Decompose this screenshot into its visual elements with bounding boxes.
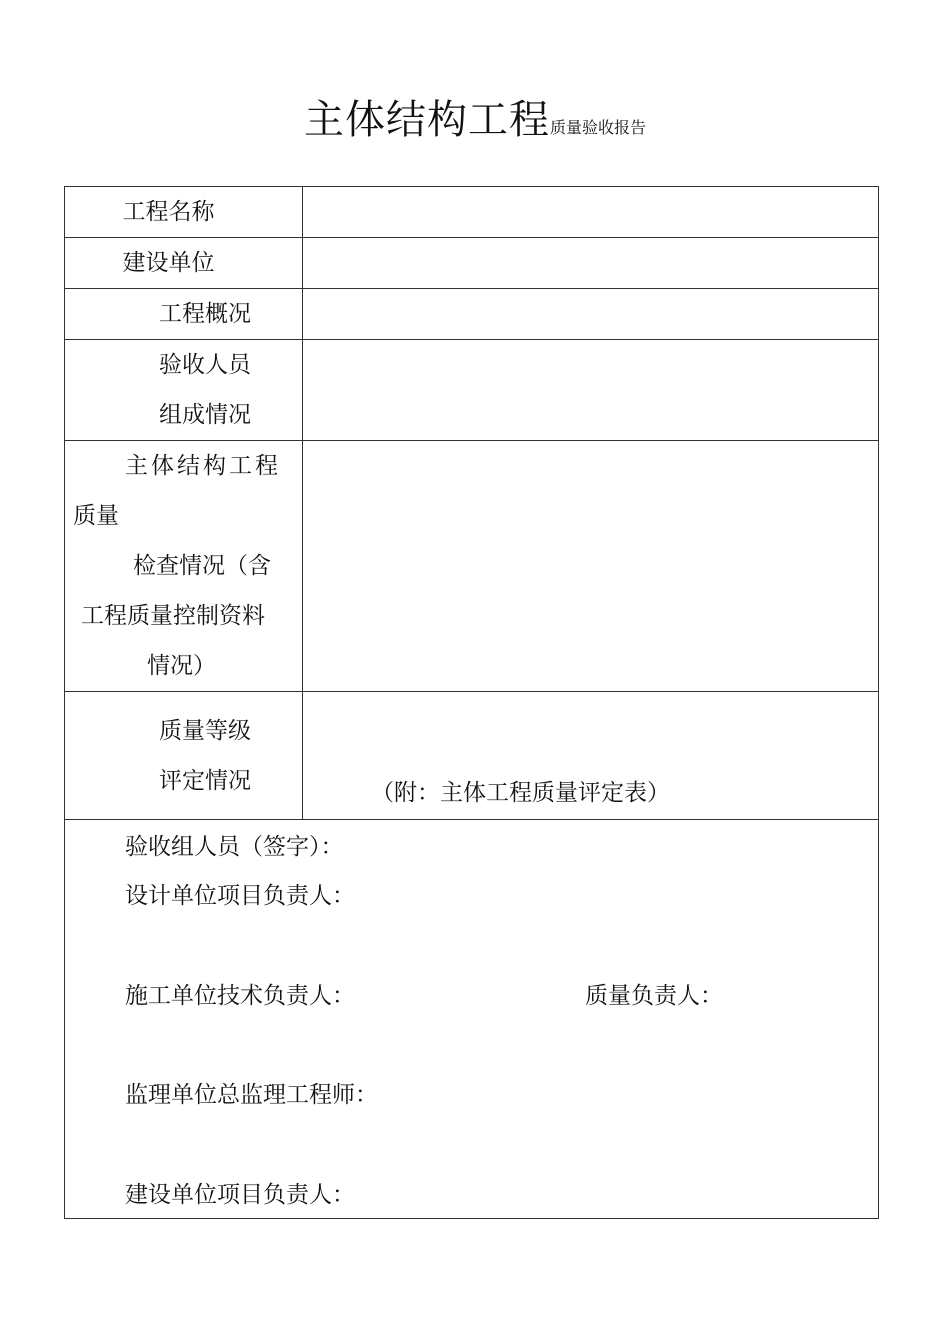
- quality-grade-label: [65, 692, 303, 820]
- report-title-suffix: 质量验收报告: [549, 118, 646, 137]
- inspectors-label: [65, 340, 303, 441]
- construction-unit-label: 建设单位: [65, 238, 303, 289]
- row-quality-check: [65, 441, 879, 692]
- quality-grade-label-line2: 评定情况: [159, 768, 251, 794]
- report-title-main: 主体结构工程: [303, 97, 550, 143]
- owner-lead-signature[interactable]: 建设单位项目负责人：: [125, 1182, 355, 1208]
- acceptance-report-table: [64, 186, 879, 1219]
- design-lead-signature[interactable]: 设计单位项目负责人：: [125, 883, 355, 909]
- project-overview-label: 工程概况: [65, 289, 303, 340]
- quality-check-label-line2: 质量: [73, 503, 119, 529]
- row-construction-unit: [65, 238, 879, 289]
- row-project-overview: [65, 289, 879, 340]
- inspectors-field[interactable]: [303, 340, 879, 441]
- row-quality-grade: [65, 692, 879, 820]
- signatures-header: 验收组人员（签字）：: [125, 834, 344, 860]
- quality-grade-field[interactable]: [303, 692, 879, 820]
- project-overview-field[interactable]: [303, 289, 879, 340]
- quality-grade-label-line1: 质量等级: [159, 718, 251, 744]
- project-name-label: 工程名称: [65, 187, 303, 238]
- row-signatures: [65, 820, 879, 1219]
- report-title: [0, 88, 950, 145]
- construction-unit-field[interactable]: [303, 238, 879, 289]
- quality-check-label-line1: 主体结构工程: [125, 453, 281, 479]
- quality-check-field[interactable]: [303, 441, 879, 692]
- quality-check-label: [65, 441, 303, 692]
- quality-check-label-line5: 情况）: [147, 653, 216, 679]
- quality-check-label-line3: 检查情况（含: [133, 553, 271, 579]
- quality-check-label-line4: 工程质量控制资料: [81, 603, 265, 629]
- chief-supervisor-signature[interactable]: 监理单位总监理工程师：: [125, 1082, 378, 1108]
- contractor-tech-lead-signature[interactable]: 施工单位技术负责人：: [125, 983, 355, 1009]
- inspectors-label-line1: 验收人员: [159, 352, 251, 378]
- row-inspectors: [65, 340, 879, 441]
- inspectors-label-line2: 组成情况: [159, 402, 251, 428]
- project-name-field[interactable]: [303, 187, 879, 238]
- attachment-note: （附：主体工程质量评定表）: [371, 780, 670, 806]
- row-project-name: [65, 187, 879, 238]
- quality-lead-signature[interactable]: 质量负责人：: [585, 983, 723, 1009]
- signatures-cell: [65, 820, 879, 1219]
